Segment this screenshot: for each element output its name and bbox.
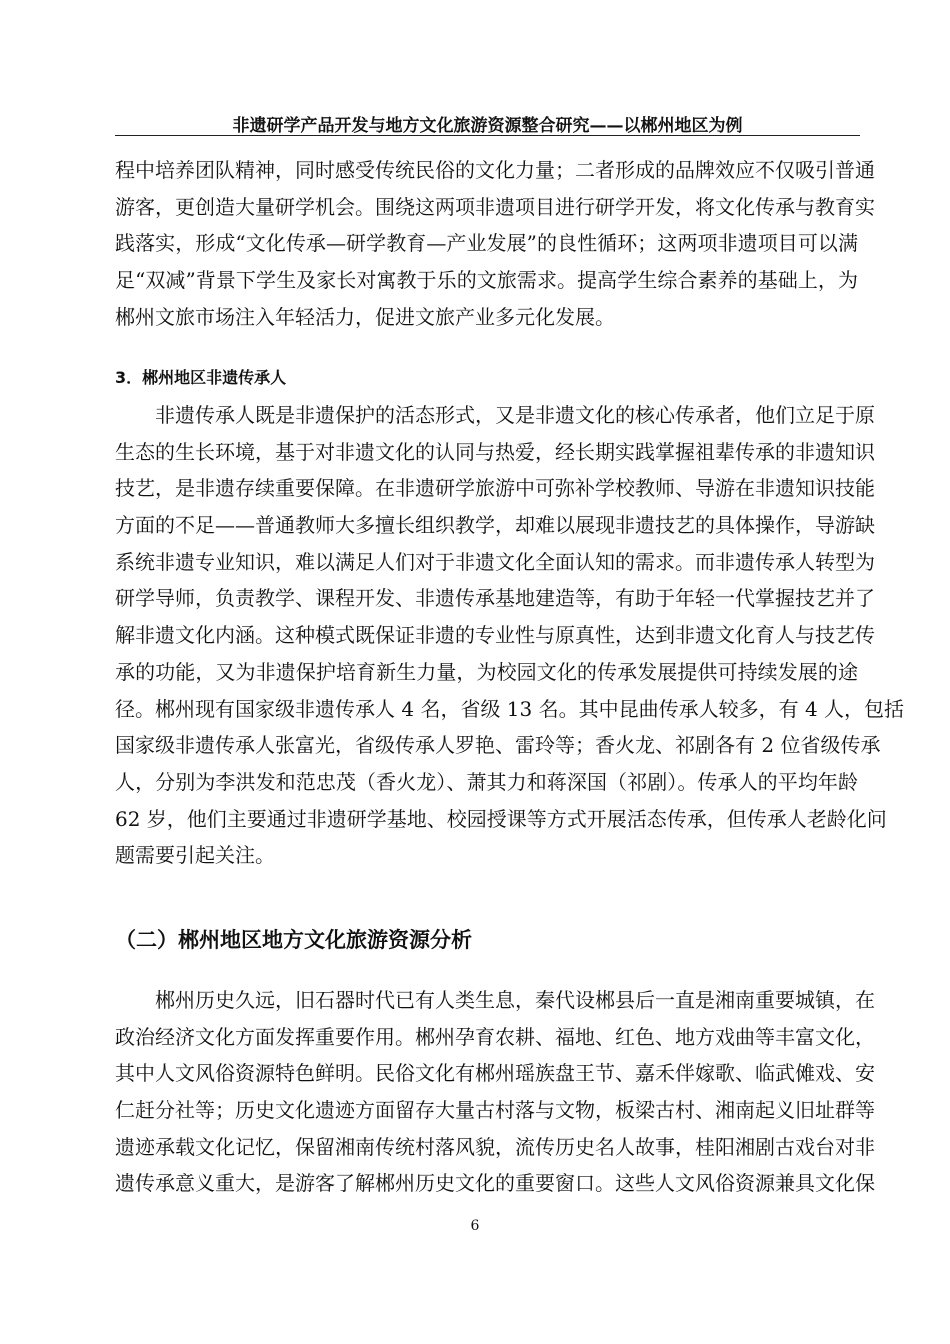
text-line: 其中人文风俗资源特色鲜明。民俗文化有郴州瑶族盘王节、嘉禾伴嫁歌、临武傩戏、安 [115,1061,875,1086]
text-line: 足“双减”背景下学生及家长对寓教于乐的文旅需求。提高学生综合素养的基础上，为 [115,268,858,293]
paragraph-1 [115,152,875,335]
header-rule [115,135,860,136]
text-line: 非遗传承人既是非遗保护的活态形式，又是非遗文化的核心传承者，他们立足于原 [115,403,875,427]
text-line: 研学导师，负责教学、课程开发、非遗传承基地建造等，有助于年轻一代掌握技艺并了 [115,586,875,611]
text-line: 仁赶分社等；历史文化遗迹方面留存大量古村落与文物，板梁古村、湘南起义旧址群等 [115,1098,875,1123]
text-line: 遗迹承载文化记忆，保留湘南传统村落风貌，流传历史名人故事，桂阳湘剧古戏台对非 [115,1134,875,1159]
section-heading-3: 3．郴州地区非遗传承人 [115,368,287,387]
text-line: 生态的生长环境，基于对非遗文化的认同与热爱，经长期实践掌握祖辈传承的非遗知识 [115,439,875,464]
text-line: 方面的不足——普通教师大多擅长组织教学，却难以展现非遗技艺的具体操作，导游缺 [115,513,875,538]
text-line: 游客，更创造大量研学机会。围绕这两项非遗项目进行研学开发，将文化传承与教育实 [115,194,875,219]
section-heading-2: （二）郴州地区地方文化旅游资源分析 [115,928,472,952]
text-line: 遗传承意义重大，是游客了解郴州历史文化的重要窗口。这些人文风俗资源兼具文化保 [115,1171,875,1196]
text-line: 承的功能，又为非遗保护培育新生力量，为校园文化的传承发展提供可持续发展的途 [115,659,858,684]
text-line: 政治经济文化方面发挥重要作用。郴州孕育农耕、福地、红色、地方戏曲等丰富文化， [115,1024,875,1049]
text-line: 解非遗文化内涵。这种模式既保证非遗的专业性与原真性，达到非遗文化育人与技艺传 [115,623,875,648]
text-line: 郴州历史久远，旧石器时代已有人类生息，秦代设郴县后一直是湘南重要城镇，在 [115,988,875,1012]
running-header: 非遗研学产品开发与地方文化旅游资源整合研究——以郴州地区为例 [232,116,743,136]
page-number: 6 [470,1218,480,1234]
text-line: 系统非遗专业知识，难以满足人们对于非遗文化全面认知的需求。而非遗传承人转型为 [115,549,875,574]
text-line: 62 岁，他们主要通过非遗研学基地、校园授课等方式开展活态传承，但传承人老龄化问 [115,806,887,831]
text-line: 践落实，形成“文化传承—研学教育—产业发展”的良性循环；这两项非遗项目可以满 [115,231,858,256]
text-line: 技艺，是非遗存续重要保障。在非遗研学旅游中可弥补学校教师、导游在非遗知识技能 [115,476,875,501]
text-line: 人，分别为李洪发和范忠茂（香火龙）、萧其力和蒋深国（祁剧）。传承人的平均年龄 [115,769,858,794]
text-line: 题需要引起关注。 [115,843,275,868]
text-line: 径。郴州现有国家级非遗传承人 4 名，省级 13 名。其中昆曲传承人较多，有 4 人，包括 [115,696,905,721]
text-line: 国家级非遗传承人张富光，省级传承人罗艳、雷玲等；香火龙、祁剧各有 2 位省级传承 [115,733,881,758]
text-line: 程中培养团队精神，同时感受传统民俗的文化力量；二者形成的品牌效应不仅吸引普通 [115,158,875,182]
paragraph-3 [115,982,875,1202]
paragraph-2 [115,397,905,874]
text-line: 郴州文旅市场注入年轻活力，促进文旅产业多元化发展。 [115,304,615,329]
